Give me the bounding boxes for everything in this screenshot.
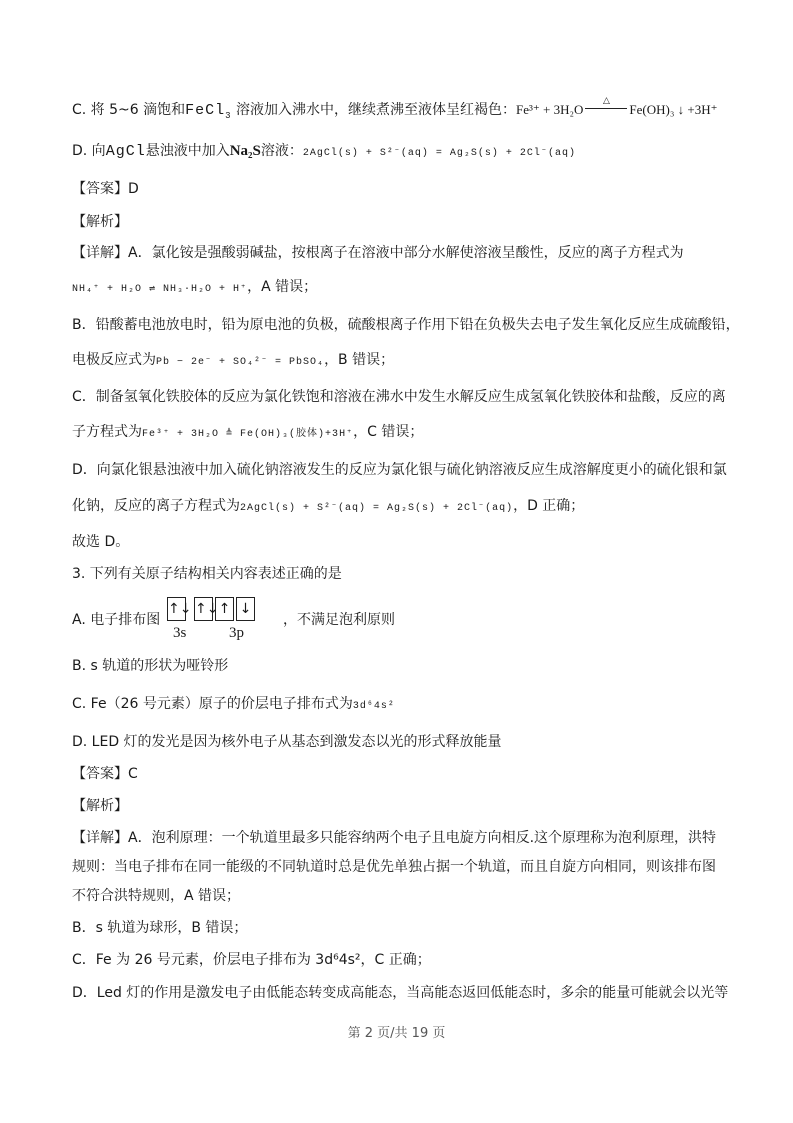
q2-l4-pre: 电极反应式为 <box>72 352 156 368</box>
colloid-equation: Fe³⁺ + 3H₂O ≜ Fe(OH)₃(胶体)+3H⁺ <box>142 429 354 440</box>
q3-detail-line-3: 不符合洪特规则，A 错误； <box>72 888 241 904</box>
q2-analysis-label: 【解析】 <box>72 214 128 230</box>
q3-stem: 3. 下列有关原子结构相关内容表述正确的是 <box>72 566 342 582</box>
q3-detail-line-1: 【详解】A．泡利原理：一个轨道里最多只能容纳两个电子且电旋方向相反.这个原理称为泡利原理，洪特 <box>72 830 717 846</box>
orbital-3p-label: 3p <box>229 625 244 641</box>
q3-detail-line-2: 规则：当电子排布在同一能级的不同轨道时总是优先单独占据一个轨道，而且自旋方向相同，则该排布图 <box>72 859 716 875</box>
q3-option-c <box>72 694 395 717</box>
option-c-text: 溶液加入沸水中，继续煮沸至液体呈红褐色： <box>231 102 516 118</box>
q2-detail-line-2 <box>72 277 317 300</box>
nh4-hydrolysis-equation: NH₄⁺ + H₂O ⇌ NH₃·H₂O + H⁺ <box>72 284 248 295</box>
orbital-3p-box-1: ↑↓ <box>194 597 213 621</box>
q3-option-b: B. s 轨道的形状为哑铃形 <box>72 658 229 674</box>
q3-option-c-pre: C. Fe（26 号元素）原子的价层电子排布式为 <box>72 696 353 712</box>
option-d-text2: 溶液： <box>260 143 303 159</box>
option-d-text: 悬浊液中加入 <box>145 143 230 159</box>
q3-option-a-post: ，不满足泡利原则 <box>283 612 395 628</box>
q3-option-d: D. LED 灯的发光是因为核外电子从基态到激发态以光的形式释放能量 <box>72 734 502 750</box>
q2-detail-line-4 <box>72 350 394 373</box>
equilibrium-arrow: △ <box>583 100 629 120</box>
q2-l6-pre: 子方程式为 <box>72 424 142 440</box>
fe-config-formula: 3d⁶4s² <box>352 701 395 712</box>
lead-electrode-equation: Pb − 2e⁻ + SO₄²⁻ = PbSO₄ <box>156 357 325 368</box>
option-d-line <box>72 141 576 164</box>
q2-answer: 【答案】D <box>72 181 139 197</box>
orbital-3s-group <box>167 597 192 621</box>
orbital-3s-label: 3s <box>173 625 187 641</box>
option-c-prefix: C. 将 5~6 滴饱和 <box>72 102 186 118</box>
q3-detail-line-6: D．Led 灯的作用是激发电子由低能态转变成高能态，当高能态返回低能态时，多余的能量可能就会以光等 <box>72 985 729 1001</box>
q2-l4-tail: ，B 错误； <box>324 352 395 368</box>
option-c-equation-right: Fe(OH)₃ ↓ +3H⁺ <box>629 102 718 117</box>
q3-detail-line-5: C．Fe 为 26 号元素，价层电子排布为 3d⁶4s²，C 正确； <box>72 952 431 968</box>
q3-answer: 【答案】C <box>72 766 138 782</box>
q3-detail-line-4: B．s 轨道为球形，B 错误； <box>72 920 248 936</box>
q2-detail-line-5: C．制备氢氧化铁胶体的反应为氯化铁饱和溶液在沸水中发生水解反应生成氢氧化铁胶体和盐酸，反应的离 <box>72 389 726 405</box>
q2-detail-line-8 <box>72 496 584 519</box>
q2-detail-line-1: 【详解】A．氯化铵是强酸弱碱盐，按根离子在溶液中部分水解使溶液呈酸性，反应的离子方程式为 <box>72 245 684 261</box>
q3-option-a-pre: A. 电子排布图 <box>72 612 161 628</box>
orbital-diagram <box>167 597 263 641</box>
page-footer: 第 2 页/共 19 页 <box>347 1026 446 1041</box>
option-d-prefix: D. 向 <box>72 143 106 159</box>
option-c-equation-left: Fe³⁺ + 3H₂O <box>516 102 584 117</box>
orbital-3p-group <box>194 597 257 621</box>
option-c-line <box>72 96 718 126</box>
orbital-3s-box: ↑↓ <box>167 597 186 621</box>
q2-detail-line-7: D．向氯化银悬浊液中加入硫化钠溶液发生的反应为氯化银与硫化钠溶液反应生成溶解度更小的硫化银和氯 <box>72 462 727 478</box>
q2-detail-line-6 <box>72 422 423 445</box>
fecl3-formula: FeCl$_3$ <box>185 102 232 121</box>
orbital-3p-box-2: ↑ <box>215 597 234 621</box>
q2-l6-tail: ，C 错误； <box>353 424 424 440</box>
q2-l8-tail: ，D 正确； <box>513 498 585 514</box>
agcl-formula: AgCl <box>105 143 146 160</box>
q2-l2-tail: ，A 错误； <box>247 279 318 295</box>
agcl-s2-equation: 2AgCl(s) + S²⁻(aq) = Ag₂S(s) + 2Cl⁻(aq) <box>240 503 514 514</box>
na2s-formula: Na₂S <box>229 143 261 159</box>
q3-analysis-label: 【解析】 <box>72 798 128 814</box>
option-d-equation: 2AgCl(s) + S²⁻(aq) = Ag₂S(s) + 2Cl⁻(aq) <box>302 148 576 159</box>
q2-l8-pre: 化钠，反应的离子方程式为 <box>72 498 240 514</box>
orbital-3p-box-3: ↓ <box>236 597 255 621</box>
q2-detail-line-3: B．铅酸蓄电池放电时，铅为原电池的负极，硫酸根离子作用下铅在负极失去电子发生氧化反应生成硫酸铅， <box>72 317 740 333</box>
q2-conclusion: 故选 D。 <box>72 534 130 550</box>
